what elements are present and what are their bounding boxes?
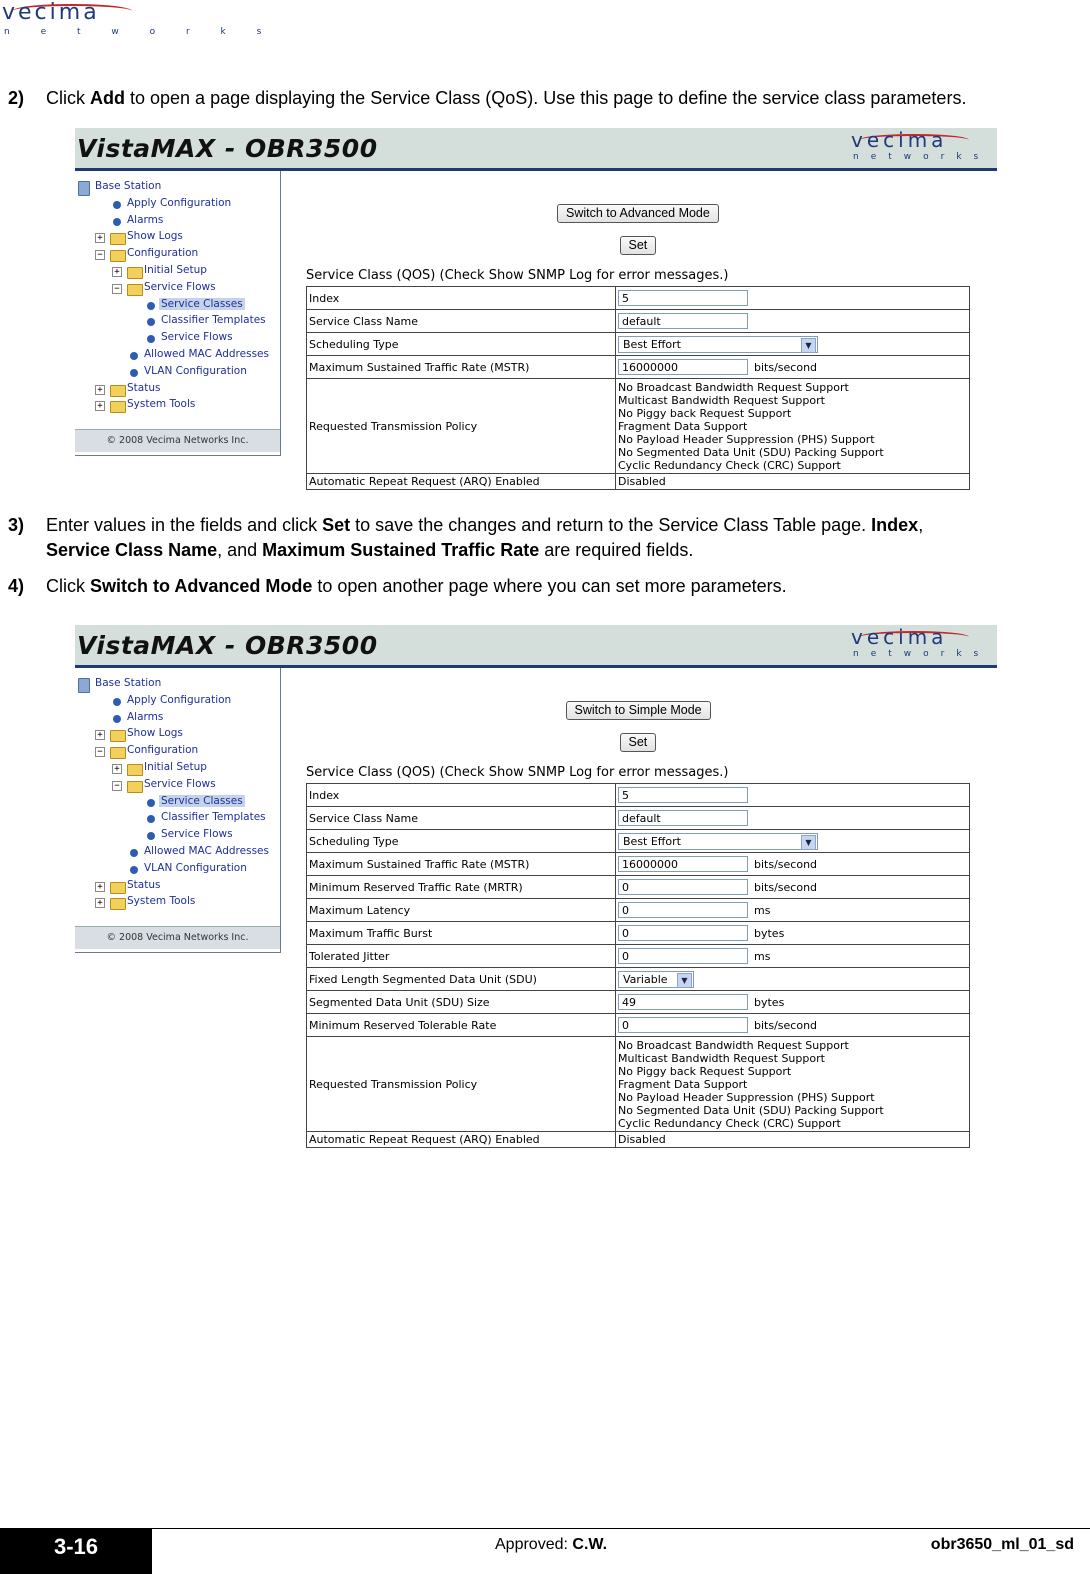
field-label: Segmented Data Unit (SDU) Size [307,991,616,1014]
field-value [616,1014,970,1037]
nav-item-label: Apply Configuration [127,196,232,209]
step-4 [8,574,1088,599]
field-label: Maximum Sustained Traffic Rate (MSTR) [307,356,616,379]
unit-label: ms [754,903,771,917]
logo-networks: networks [853,152,991,162]
step-text: Enter values in the fields and click Set to save the changes and return to the Service Class Table page. Index, [46,515,924,535]
policy-option: Cyclic Redundancy Check (CRC) Support [618,458,841,472]
field-value [616,922,970,945]
page-bullet-icon [147,302,155,310]
nav-item-label: Status [127,878,161,891]
page-bullet-icon [130,369,138,377]
nav-item-label: Allowed MAC Addresses [144,845,269,857]
nav-item-label: Service Flows [144,280,216,293]
policy-option: Multicast Bandwidth Request Support [618,393,825,407]
form-title: Service Class (QOS) (Check Show SNMP Log for error messages.) [306,765,729,780]
app-title: VistaMAX - OBR3500 [77,134,378,163]
field-label: Automatic Repeat Request (ARQ) Enabled [307,474,616,490]
unit-label: bytes [754,926,785,940]
form-row [307,333,970,356]
nav-item-label: Base Station [95,180,162,192]
field-value: Disabled [616,1132,970,1148]
form-row [307,310,970,333]
nav-item-label: Initial Setup [144,761,207,773]
expand-icon[interactable]: + [95,730,105,740]
set-button[interactable]: Set [620,733,657,752]
nav-item-label: Service Classes [161,297,243,310]
nav-item-label: Classifier Templates [161,811,266,824]
field-value [616,899,970,922]
bold-term: Index [871,515,919,535]
expand-icon[interactable]: + [112,764,122,774]
nav-item-label: Alarms [127,213,164,226]
form-row [307,830,970,853]
policy-option: No Piggy back Request Support [618,406,792,420]
collapse-icon[interactable]: − [95,250,105,260]
app-title: VistaMAX - OBR3500 [77,631,378,660]
logo-word: vecima [851,128,948,152]
page-bullet-icon [113,715,121,723]
field-value [616,784,970,807]
text-input[interactable]: 49 [618,994,748,1010]
text-input[interactable]: 16000000 [618,359,748,375]
folder-icon [110,882,126,894]
policy-option: Fragment Data Support [618,419,748,433]
copyright-bar: © 2008 Vecima Networks Inc. [75,429,280,452]
field-label: Automatic Repeat Request (ARQ) Enabled [307,1132,616,1148]
step-2 [8,86,1088,111]
expand-icon[interactable]: + [95,401,105,411]
nav-item-label: Classifier Templates [161,314,266,327]
form-row [307,922,970,945]
form-row [307,1037,970,1132]
text-input[interactable]: 0 [618,902,748,918]
logo-word: vecima [2,0,100,25]
field-value [616,1037,970,1132]
text-input[interactable]: 0 [618,948,748,964]
page-bullet-icon [147,335,155,343]
approved-line [495,1536,607,1554]
text-input[interactable]: 0 [618,925,748,941]
policy-option: Multicast Bandwidth Request Support [618,1051,825,1065]
document-id: obr3650_ml_01_sd [930,1536,1074,1553]
nav-sidebar [75,171,281,456]
folder-icon [110,233,126,245]
form-row [307,945,970,968]
approved-label: Approved: [495,1536,573,1553]
page-bullet-icon [113,698,121,706]
page-bullet-icon [147,318,155,326]
field-label: Minimum Reserved Tolerable Rate [307,1014,616,1037]
nav-item-label: Configuration [127,247,199,260]
page-bullet-icon [113,201,121,209]
policy-option: No Piggy back Request Support [618,1064,792,1078]
folder-icon [110,898,126,910]
field-value [616,968,970,991]
logo-networks: networks [853,649,991,659]
service-class-form [306,783,970,1148]
nav-item-label: Service Classes [161,794,243,807]
collapse-icon[interactable]: − [95,747,105,757]
nav-item-label: Alarms [127,710,164,723]
nav-item-label: Service Flows [161,828,233,841]
mode-switch-button[interactable]: Switch to Advanced Mode [557,204,719,223]
form-row [307,474,970,490]
form-row [307,784,970,807]
select-dropdown[interactable]: Variable ▼ [618,971,694,988]
approved-by: C.W. [572,1536,608,1553]
base-station-icon [78,678,90,693]
step-number: 4) [8,576,25,596]
logo-networks: n e t w o r k s [4,27,276,37]
expand-icon[interactable]: + [112,267,122,277]
form-row [307,876,970,899]
page-bullet-icon [130,849,138,857]
policy-option: No Payload Header Suppression (PHS) Support [618,432,875,446]
nav-item-label: Allowed MAC Addresses [144,348,269,360]
page-bullet-icon [113,218,121,226]
expand-icon[interactable]: + [95,898,105,908]
step-3 [8,513,1088,563]
folder-icon [127,781,143,793]
nav-sidebar [75,668,281,953]
unit-label: bits/second [754,857,818,871]
folder-icon [110,730,126,742]
nav-item-label: Initial Setup [144,264,207,276]
set-button[interactable]: Set [620,236,657,255]
field-value [616,945,970,968]
nav-item-label: Show Logs [127,230,183,243]
field-label: Maximum Latency [307,899,616,922]
collapse-icon[interactable]: − [112,781,122,791]
field-value [616,991,970,1014]
text-input[interactable]: default [618,810,748,826]
field-value [616,807,970,830]
screenshot-simple-mode [75,128,997,500]
form-row [307,968,970,991]
text-input[interactable]: 16000000 [618,856,748,872]
form-row [307,807,970,830]
form-row [307,287,970,310]
form-title: Service Class (QOS) (Check Show SNMP Log for error messages.) [306,268,729,283]
policy-option: No Broadcast Bandwidth Request Support [618,380,849,394]
field-value [616,287,970,310]
field-label: Requested Transmission Policy [307,1037,616,1132]
field-label: Maximum Sustained Traffic Rate (MSTR) [307,853,616,876]
nav-item-label: Service Flows [161,331,233,344]
app-header [75,128,997,171]
field-label: Requested Transmission Policy [307,379,616,474]
field-label: Index [307,287,616,310]
field-value [616,356,970,379]
page-bullet-icon [130,866,138,874]
text-input[interactable]: 5 [618,290,748,306]
vecima-logo [851,130,991,166]
nav-item-label: Base Station [95,677,162,689]
nav-item-label: Status [127,381,161,394]
chevron-down-icon[interactable]: ▼ [677,973,692,988]
field-value: Disabled [616,474,970,490]
folder-icon [127,267,143,279]
base-station-icon [78,181,90,196]
folder-icon [110,385,126,397]
unit-label: bits/second [754,360,818,374]
step-text: Click Add to open a page displaying the Service Class (QoS). Use this page to define the service class parameters. [46,88,967,108]
page-bullet-icon [147,832,155,840]
folder-icon [110,401,126,413]
select-dropdown[interactable]: Best Effort ▼ [618,833,818,850]
nav-item-label: System Tools [127,398,196,411]
chevron-down-icon[interactable]: ▼ [801,338,816,353]
field-label: Scheduling Type [307,830,616,853]
form-row [307,356,970,379]
field-value [616,379,970,474]
field-label: Minimum Reserved Traffic Rate (MRTR) [307,876,616,899]
form-row [307,991,970,1014]
folder-icon [110,747,126,759]
field-value [616,333,970,356]
policy-option: Fragment Data Support [618,1077,748,1091]
step-number: 3) [8,515,25,535]
text-input[interactable]: 0 [618,879,748,895]
field-label: Index [307,784,616,807]
field-value [616,830,970,853]
policy-option: No Segmented Data Unit (SDU) Packing Support [618,445,884,459]
page-bullet-icon [147,815,155,823]
nav-item-label: VLAN Configuration [144,861,247,874]
expand-icon[interactable]: + [95,233,105,243]
field-value [616,876,970,899]
bold-term: Maximum Sustained Traffic Rate [262,540,540,560]
nav-item-label: Apply Configuration [127,693,232,706]
service-class-form [306,286,970,490]
unit-label: bits/second [754,1018,818,1032]
step-number: 2) [8,88,25,108]
nav-item-label: VLAN Configuration [144,364,247,377]
policy-option: No Segmented Data Unit (SDU) Packing Support [618,1103,884,1117]
field-label: Scheduling Type [307,333,616,356]
field-label: Tolerated Jitter [307,945,616,968]
field-value [616,853,970,876]
unit-label: bits/second [754,880,818,894]
policy-option: No Payload Header Suppression (PHS) Support [618,1090,875,1104]
form-row [307,899,970,922]
folder-icon [127,764,143,776]
field-value [616,310,970,333]
unit-label: ms [754,949,771,963]
page-bullet-icon [130,352,138,360]
select-dropdown[interactable]: Best Effort ▼ [618,336,818,353]
page-bullet-icon [147,799,155,807]
collapse-icon[interactable]: − [112,284,122,294]
field-label: Fixed Length Segmented Data Unit (SDU) [307,968,616,991]
footer-rule [0,1528,1090,1529]
nav-item-label: Service Flows [144,777,216,790]
nav-item-label: Show Logs [127,727,183,740]
form-row [307,379,970,474]
folder-icon [127,284,143,296]
text-input[interactable]: 5 [618,787,748,803]
text-input[interactable]: 0 [618,1017,748,1033]
field-label: Maximum Traffic Burst [307,922,616,945]
field-label: Service Class Name [307,310,616,333]
vecima-logo [851,627,991,663]
screenshot-advanced-mode [75,625,997,1167]
chevron-down-icon[interactable]: ▼ [801,835,816,850]
logo-word: vecima [851,625,948,649]
bold-term: Service Class Name [46,540,218,560]
copyright-bar: © 2008 Vecima Networks Inc. [75,926,280,949]
bold-term: Add [90,88,125,108]
nav-item-label: System Tools [127,895,196,908]
policy-option: Cyclic Redundancy Check (CRC) Support [618,1116,841,1130]
step-text: Service Class Name, and Maximum Sustained Traffic Rate are required fields. [46,540,694,560]
form-row [307,1132,970,1148]
step-text: Click Switch to Advanced Mode to open another page where you can set more parameters. [46,576,787,596]
expand-icon[interactable]: + [95,882,105,892]
page-number: 3-16 [0,1529,152,1574]
text-input[interactable]: default [618,313,748,329]
nav-item-label: Configuration [127,744,199,757]
form-row [307,853,970,876]
mode-switch-button[interactable]: Switch to Simple Mode [566,701,711,720]
bold-term: Switch to Advanced Mode [90,576,313,596]
bold-term: Set [322,515,351,535]
expand-icon[interactable]: + [95,385,105,395]
field-label: Service Class Name [307,807,616,830]
form-row [307,1014,970,1037]
unit-label: bytes [754,995,785,1009]
policy-option: No Broadcast Bandwidth Request Support [618,1038,849,1052]
app-header [75,625,997,668]
folder-icon [110,250,126,262]
